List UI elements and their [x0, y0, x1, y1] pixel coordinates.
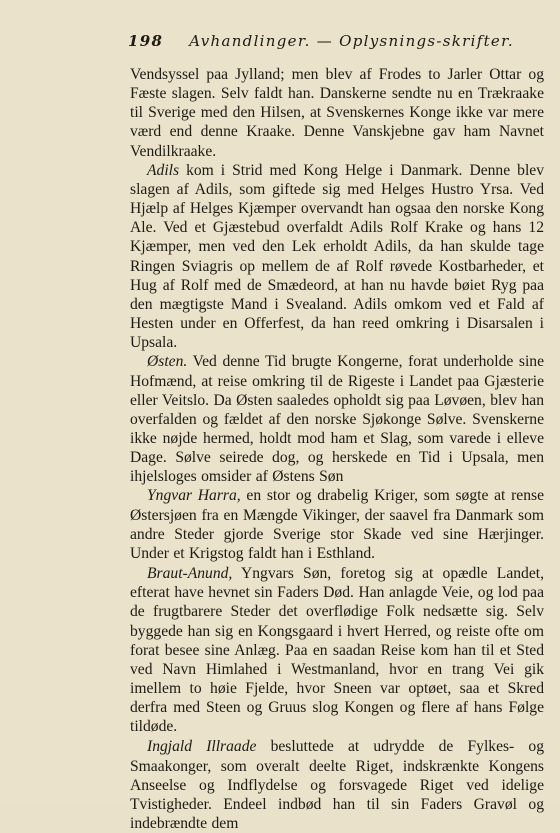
paragraph-lead-name: Ingjald Illraade [147, 738, 257, 756]
running-title: Avhandlinger. — Oplysnings-skrifter. [189, 32, 515, 50]
paragraph-text: en stor og drabelig Kriger, som søgte at rense Østersjøen fra en Mængde Vikinger, der saavel fra Danmark som andre Steder gjorde Sverige stor Skade ved sine Hærjinger. Under et Krigstog faldt han i Esthland. [130, 487, 544, 562]
paragraph-text: kom i Strid med Kong Helge i Danmark. Denne blev slagen af Adils, som giftede sig med Helges Hustro Yrsa. Ved Hjælp af Helges Kjæmper overvandt han ogsaa den norske Kong Ale. Ved et Gjæstebud overfaldt Adils Rolf Krake og hans 12 Kjæmper, men ved den Lek erholdt Adils, da han skulde tage Ringen Sviagris op mellem de af Rolf røvede Kostbarheder, et Hug af Rolf med de Smædeord, at han nu havde bøiet Ryg paa den mægtigste Mand i Svealand. Adils omkom ved et Fald af Hesten under en Offerfest, da han reed omkring i Disarsalen i Upsala. [130, 161, 544, 352]
page-number: 198 [128, 32, 164, 50]
paragraph-lead-name: Yngvar Harra, [147, 487, 241, 505]
paragraph-text: Vendsyssel paa Jylland; men blev af Frodes to Jarler Ottar og Fæste slagen. Selv faldt han. Danskerne sendte nu en Trækraake til Sverige med den Hilsen, at Svenskernes Konge ikke var mere værd end denne Kraake. Denne Vanskjebne gav ham Navnet Vendilkraake. [130, 66, 544, 160]
paragraph-vendilkraake [130, 65, 544, 161]
paragraph-braut-anund [130, 564, 544, 736]
paragraph-text: besluttede at udrydde de Fylkes- og Smaakonger, som overalt deelte Riget, indskrænkte Kongens Anseelse og Indflydelse og forsvagede Riget ved idelige Tvistigheder. Endeel indbød han til sin Faders Gravøl og indebrændte dem [130, 738, 544, 833]
paragraph-ingjald-illraade [130, 737, 544, 833]
paragraph-lead-name: Braut-Anund, [147, 565, 233, 583]
paragraph-text: Ved denne Tid brugte Kongerne, forat underholde sine Hofmænd, at reise omkring til de Rigeste i Landet paa Gjæsterie eller Veitslo. Da Østen saaledes opholdt sig paa Løvøen, blev han overfalden og fældet af den norske Sjøkonge Sølve. Svenskerne ikke nøjde hermed, holdt mod ham et Slag, som varede i elleve Dage. Sølve seirede dog, og herskede en Tid i Upsala, men ihjelsloges omsider af Østens Søn [130, 353, 544, 486]
paragraph-text: Yngvars Søn, foretog sig at opædle Landet, efterat have hevnet sin Faders Død. Han anlagde Veie, og lod paa de frugtbarere Steder det overflødige Folk nedsætte sig. Selv byggede han sig en Kongsgaard i hvert Herred, og reiste ofte om forat besee sine Anlæg. Paa en saadan Reise kom han til et Sted ved Navn Himlahed i Westmanland, hvor en trang Vei gik imellem to høie Fjelde, hvor Sneen var optøet, saa et Skred derfra med Steen og Gruus slog Kongen og flere af hans Følge tildøde. [130, 565, 544, 736]
body-text [130, 65, 544, 833]
paragraph-lead-name: Østen. [147, 353, 188, 371]
page-header [128, 32, 540, 54]
paragraph-lead-name: Adils [147, 161, 180, 179]
paragraph-adils [130, 161, 544, 353]
paragraph-osten [130, 352, 544, 486]
paragraph-yngvar-harra [130, 486, 544, 563]
